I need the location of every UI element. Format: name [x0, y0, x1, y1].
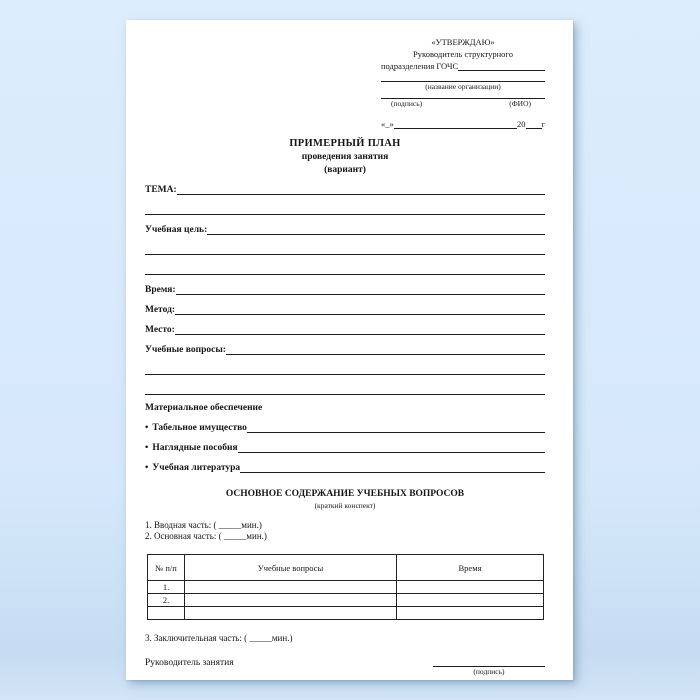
method-blank-line	[175, 314, 545, 315]
topic-label: ТЕМА:	[145, 185, 177, 195]
field-questions	[145, 337, 545, 357]
col-header-number: № п/п	[148, 555, 185, 581]
materials-heading: Материальное обеспечение	[145, 403, 263, 413]
row1-number-cell: 1.	[148, 581, 185, 594]
approval-block	[381, 36, 545, 130]
place-label: Место:	[145, 325, 175, 335]
row3-question-cell	[185, 607, 397, 620]
material-equipment-label: Табельное имущество	[152, 423, 247, 433]
row1-question-cell	[185, 581, 397, 594]
footer-row	[145, 657, 545, 677]
signature-captions-row	[381, 99, 545, 109]
row3-time-cell	[397, 607, 544, 620]
title-line1: ПРИМЕРНЫЙ ПЛАН	[289, 138, 401, 149]
approval-stamp: «УТВЕРЖДАЮ»	[431, 37, 495, 47]
approval-role-line1: Руководитель структурного	[413, 49, 513, 59]
date-quotes: «_»	[381, 119, 394, 129]
topic-blank-line-2	[145, 197, 545, 215]
leader-signature-caption: (подпись)	[473, 667, 505, 676]
organization-caption: (название организации)	[425, 82, 501, 91]
table-header-row	[148, 555, 544, 581]
goal-blank-line-2	[145, 237, 545, 255]
material-literature-label: Учебная литература	[152, 463, 241, 473]
material-visual-aids-label: Наглядные пособия	[152, 443, 238, 453]
time-blank-line	[176, 294, 545, 295]
row3-number-cell	[148, 607, 185, 620]
main-content-heading: ОСНОВНОЕ СОДЕРЖАНИЕ УЧЕБНЫХ ВОПРОСОВ	[225, 489, 465, 499]
goal-blank-line-3	[145, 257, 545, 275]
material-item-literature	[145, 455, 545, 475]
row2-number-cell: 2.	[148, 594, 185, 607]
field-time	[145, 277, 545, 297]
questions-blank-line	[226, 354, 545, 355]
table-row	[148, 594, 544, 607]
goal-label: Учебная цель:	[145, 225, 208, 235]
bullet-icon: •	[145, 443, 149, 453]
col-header-time: Время	[397, 555, 544, 581]
material-item-equipment	[145, 415, 545, 435]
approval-role-blank-line	[458, 70, 545, 71]
field-place	[145, 317, 545, 337]
main-part-line: 2. Основная часть: ( _____мин.)	[145, 531, 267, 541]
place-blank-line	[175, 334, 545, 335]
intro-part-line: 1. Вводная часть: ( _____мин.)	[145, 520, 262, 530]
date-row	[381, 118, 545, 130]
date-year-blank-line	[526, 128, 542, 129]
material-equipment-blank-line	[247, 432, 545, 433]
row2-question-cell	[185, 594, 397, 607]
field-topic	[145, 177, 545, 197]
row2-time-cell	[397, 594, 544, 607]
table-row	[148, 607, 544, 620]
time-label: Время:	[145, 285, 176, 295]
date-year-suffix: г	[541, 119, 545, 129]
name-caption: (ФИО)	[509, 99, 531, 108]
date-blank-line	[394, 128, 517, 129]
method-label: Метод:	[145, 305, 176, 315]
leader-signature-block	[433, 659, 545, 677]
title-line2: проведения занятия	[301, 152, 389, 162]
goal-blank-line	[207, 234, 545, 235]
material-literature-blank-line	[240, 472, 545, 473]
row1-time-cell	[397, 581, 544, 594]
signature-caption: (подпись)	[391, 99, 423, 108]
material-visual-aids-blank-line	[238, 452, 545, 453]
document-page	[126, 20, 573, 680]
approval-role-line2-row	[381, 60, 545, 72]
leader-signature-blank-line	[433, 659, 545, 667]
field-goal	[145, 217, 545, 237]
material-item-visual-aids	[145, 435, 545, 455]
approval-role-line2: подразделения ГОЧС	[381, 61, 459, 71]
table-row	[148, 581, 544, 594]
questions-blank-line-3	[145, 377, 545, 395]
spacer	[381, 72, 545, 81]
questions-label: Учебные вопросы:	[145, 345, 226, 355]
final-part-line: 3. Заключительная часть: ( _____мин.)	[145, 633, 293, 643]
topic-blank-line	[177, 194, 545, 195]
field-method	[145, 297, 545, 317]
bullet-icon: •	[145, 463, 149, 473]
title-line3: (вариант)	[324, 165, 366, 175]
document-title	[145, 136, 545, 177]
questions-table	[147, 554, 544, 620]
leader-label: Руководитель занятия	[145, 658, 234, 668]
date-year-prefix: 20	[517, 119, 526, 129]
main-content-subheading: (краткий конспект)	[314, 501, 376, 510]
col-header-questions: Учебные вопросы	[185, 555, 397, 581]
bullet-icon: •	[145, 423, 149, 433]
questions-blank-line-2	[145, 357, 545, 375]
